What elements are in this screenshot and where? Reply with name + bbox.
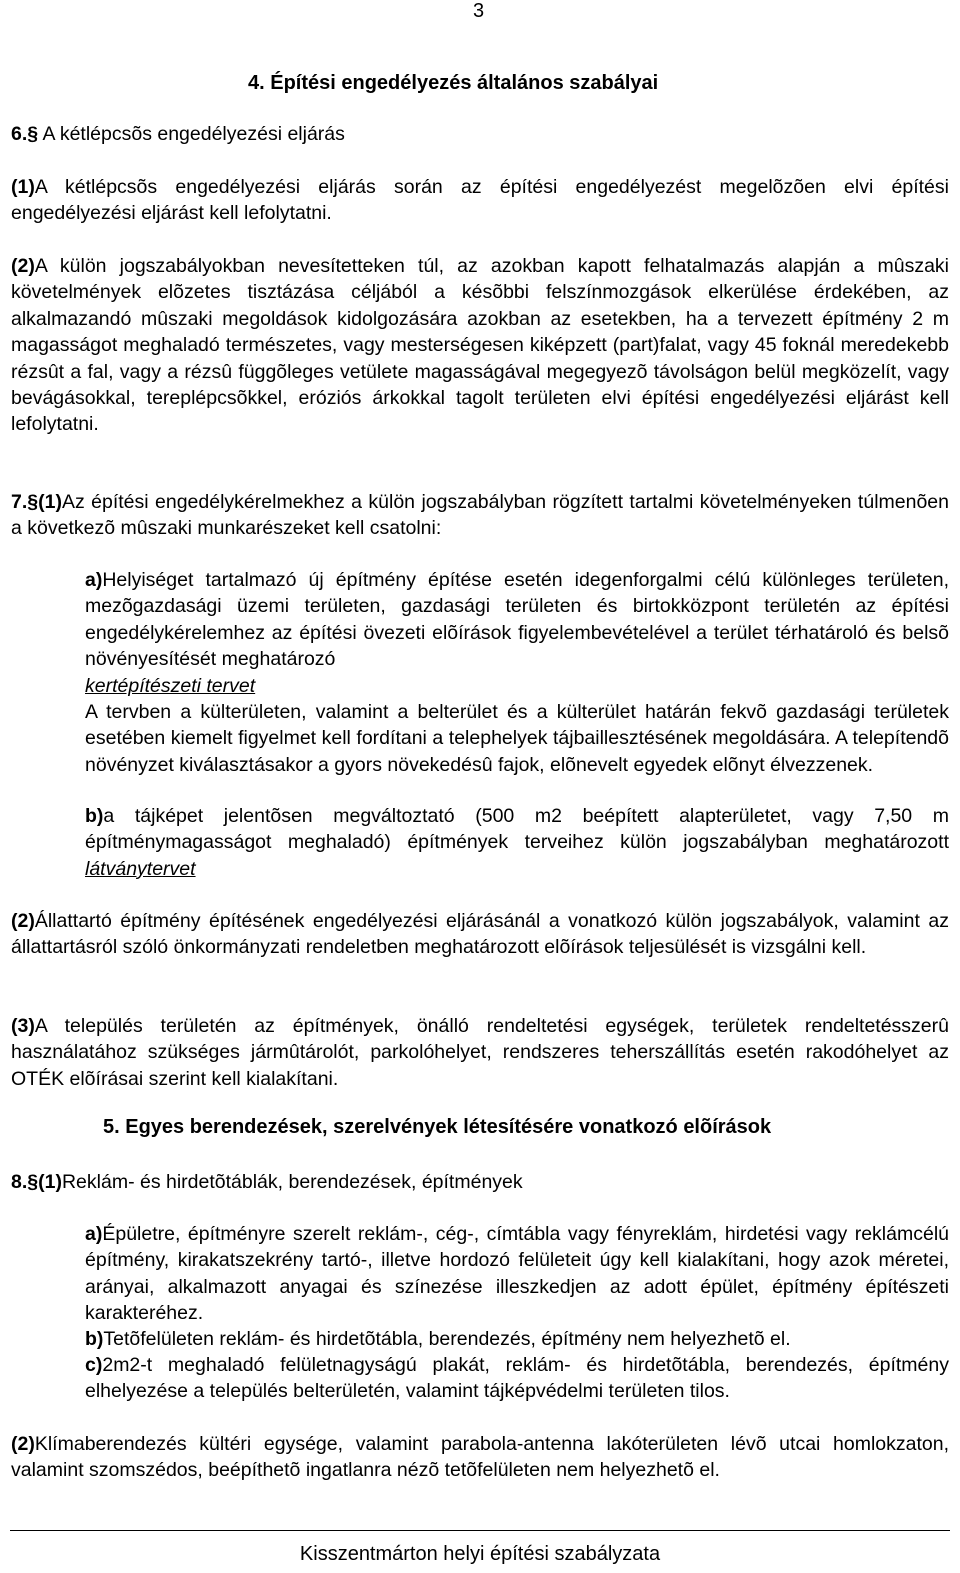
item-text: Tetõfelületen reklám- és hirdetõtábla, berendezés, építmény nem helyezhetõ el. (103, 1328, 791, 1350)
footer-divider (10, 1530, 950, 1531)
paragraph-text: A külön jogszabályokban nevesítetteken túl, az azokban kapott felhatalmazás alapján a mûszaki követelmények elõzetes tisztázása céljából a késõbbi felszínmozgások elkerülése érdekében, az alkalmazandó mûszaki megoldások kidolgozására azokban az esetekben, ha a tervezett építmény 2 m magasságot meghaladó természetes, vagy mesterségesen kiképzett (part)falat, vagy 45 foknál meredekebb rézsût a fal, vagy a rézsû függõleges vetülete magasságával megegyezõ távolságon belül megközelít, vagy bevágásokkal, tereplépcsõkkel, eróziós árkokkal tagolt területen elvi építési engedélyezési eljárást kell lefolytatni. (11, 255, 949, 436)
section-heading-4: 4. Építési engedélyezés általános szabályai (248, 72, 659, 94)
page-footer: Kisszentmárton helyi építési szabályzata (299, 1543, 661, 1565)
section-6-paragraph-1 (11, 174, 949, 227)
section-8-item-a (85, 1221, 949, 1327)
paragraph-number: (1) (11, 176, 35, 198)
paragraph-number: (2) (11, 1433, 35, 1455)
section-7-paragraph-2 (11, 908, 949, 961)
item-label: a) (85, 569, 103, 591)
paragraph-sign: § (27, 1171, 39, 1193)
section-7-item-a (85, 567, 949, 778)
item-label: a) (85, 1223, 103, 1245)
latvanyterv-link[interactable]: látványtervet (85, 857, 196, 880)
section-7-item-b (85, 803, 949, 882)
paragraph-sign: § (27, 491, 39, 513)
item-label: b) (85, 1328, 104, 1350)
paragraph-number: (2) (11, 255, 35, 277)
item-text: a tájképet jelentõsen megváltoztató (500 m2 beépített alapterületet, vagy 7,50 m építménymagasságot meghaladó) építmények terveihez külön jogszabályban meghatározott (85, 805, 949, 854)
kertepiteszeti-terv-link[interactable]: kertépítészeti tervet (85, 674, 256, 697)
item-text: Épületre, építményre szerelt reklám-, cég-, címtábla vagy fényreklám, hirdetési vagy reklámcélú építmény, kirakatszekrény tartó-, illetve hordozó felületeit úgy kell kialakítani, hogy azok méretei, arányai, alkalmazott anyagai és színezése illeszkedjen az adott épület, építmény építészeti karakteréhez. (85, 1223, 949, 1325)
paragraph-number: (1) (38, 491, 62, 513)
paragraph-text: Klímaberendezés kültéri egysége, valamint parabola-antenna lakóterületen lévõ utcai homlokzaton, valamint szomszédos, beépíthetõ ingatlanra nézõ tetõfelületen nem helyezhetõ el. (11, 1433, 949, 1482)
item-text: Helyiséget tartalmazó új építmény építése esetén idegenforgalmi célú különleges területen, mezõgazdasági üzemi területen, gazdasági területen és birtokközpont területén az építési engedélykérelemhez az építési övezeti elõírások figyelembevételével a terület térhatároló és belsõ növényesítését meghatározó (85, 569, 949, 671)
section-7-paragraph-1 (11, 489, 949, 542)
item-text: 2m2-t meghaladó felületnagyságú plakát, reklám- és hirdetõtábla, berendezés, építmény elhelyezése a település belterületén, valamint tájképvédelmi területen tilos. (85, 1354, 949, 1403)
section-6-paragraph-2 (11, 253, 949, 438)
section-8-item-b (85, 1326, 949, 1352)
paragraph-number: (3) (11, 1015, 35, 1037)
section-number: 7. (11, 491, 28, 513)
section-8-paragraph-2 (11, 1431, 949, 1484)
paragraph-sign: § (27, 123, 39, 145)
section-8-item-c (85, 1352, 949, 1405)
item-label: c) (85, 1354, 103, 1376)
paragraph-number: (1) (38, 1171, 62, 1193)
page-number: 3 (473, 0, 485, 22)
section-6-title (11, 121, 949, 147)
paragraph-text: A település területén az építmények, önálló rendeltetési egységek, területek rendeltetésszerû használatához szükséges jármûtárolót, parkolóhelyet, rendszeres teherszállítás esetén rakodóhelyet az OTÉK elõírásai szerint kell kialakítani. (11, 1015, 949, 1090)
paragraph-text: A kétlépcsõs engedélyezési eljárás során az építési engedélyezést megelõzõen elvi építési engedélyezési eljárást kell lefolytatni. (11, 176, 949, 225)
section-number: 8. (11, 1171, 28, 1193)
section-title: A kétlépcsõs engedélyezési eljárás (38, 123, 345, 145)
paragraph-number: (2) (11, 910, 35, 932)
section-heading-5: 5. Egyes berendezések, szerelvények létesítésére vonatkozó elõírások (103, 1116, 772, 1138)
paragraph-text: Az építési engedélykérelmekhez a külön jogszabályban rögzített tartalmi követelményeken túlmenõen a következõ mûszaki munkarészeket kell csatolni: (11, 491, 949, 540)
section-8-paragraph-1 (11, 1169, 949, 1195)
item-text-continued: A tervben a külterületen, valamint a belterület és a külterület határán fekvõ gazdasági területek esetében kiemelt figyelmet kell fordítani a telephelyek tájbaillesztésének megoldására. A telepítendõ növényzet kiválasztásakor a gyors növekedésû fajok, elõnevelt egyedek elõnyt élvezzenek. (85, 701, 949, 776)
paragraph-text: Reklám- és hirdetõtáblák, berendezések, építmények (61, 1171, 523, 1193)
section-number: 6. (11, 123, 28, 145)
paragraph-text: Állattartó építmény építésének engedélyezési eljárásánál a vonatkozó külön jogszabályok, valamint az állattartásról szóló önkormányzati rendeletben meghatározott elõírások teljesülését is vizsgálni kell. (11, 910, 949, 959)
item-label: b) (85, 805, 104, 827)
section-7-paragraph-3 (11, 1013, 949, 1092)
